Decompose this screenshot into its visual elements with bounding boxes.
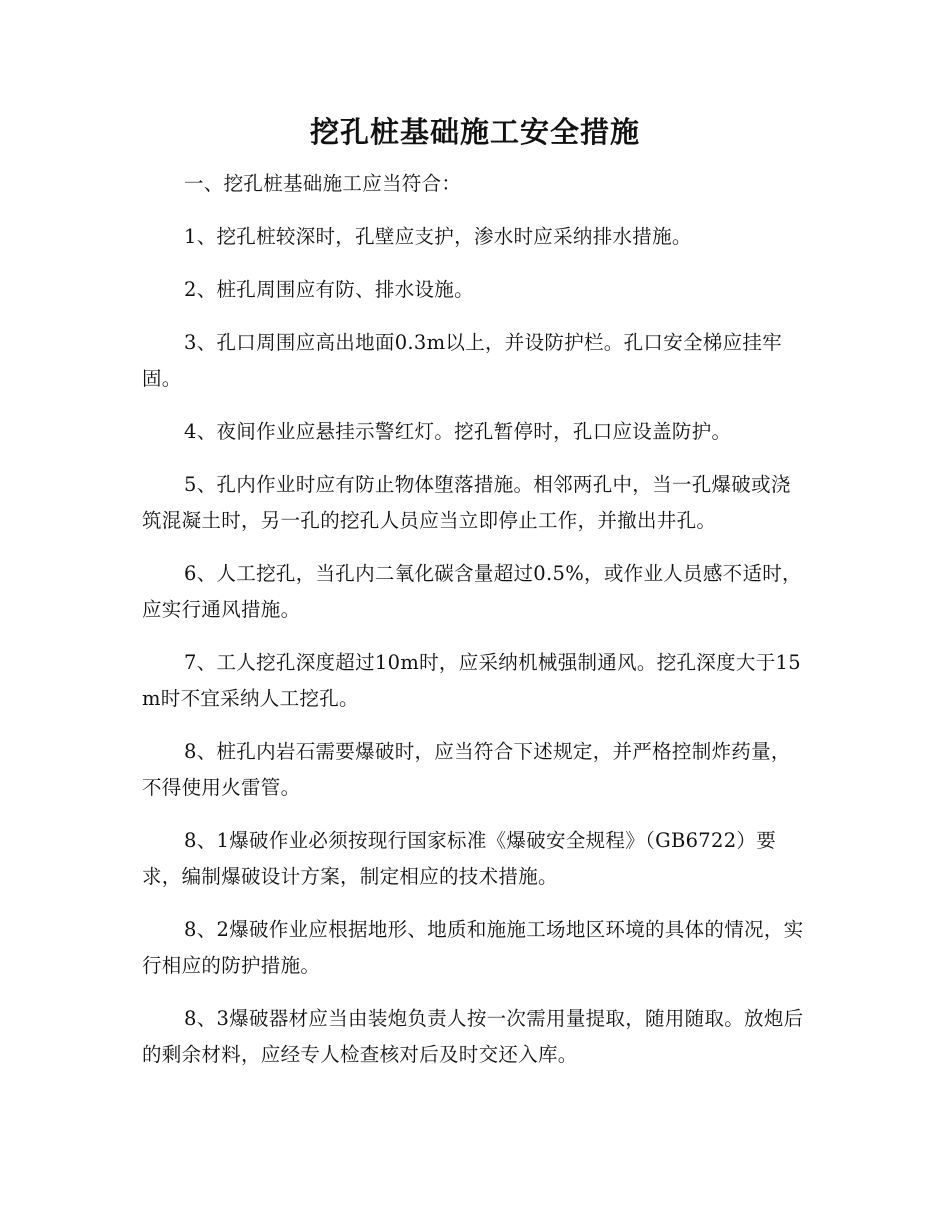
- clause-paragraph: 6、人工挖孔，当孔内二氧化碳含量超过0.5%，或作业人员感不适时，应实行通风措施。: [142, 562, 802, 621]
- section-heading: 一、挖孔桩基础施工应当符合：: [184, 172, 462, 195]
- sub-clause-paragraph: 8、2爆破作业应根据地形、地质和施施工场地区环境的具体的情况，实行相应的防护措施。: [142, 918, 804, 977]
- clause-paragraph: 3、孔口周围应高出地面0.3m以上，并设防护栏。孔口安全梯应挂牢固。: [142, 331, 783, 390]
- clause-paragraph: 4、夜间作业应悬挂示警红灯。挖孔暂停时，孔口应设盖防护。: [184, 420, 732, 443]
- sub-clause-paragraph: 8、1爆破作业必须按现行国家标准《爆破安全规程》（GB6722）要求，编制爆破设计方案，制定相应的技术措施。: [142, 829, 776, 888]
- clause-paragraph: 7、工人挖孔深度超过10m时，应采纳机械强制通风。挖孔深度大于15 m时不宜采纳人工挖孔。: [142, 651, 801, 710]
- sub-clause-paragraph: 8、3爆破器材应当由装炮负责人按一次需用量提取，随用随取。放炮后的剩余材料，应经专人检查核对后及时交还入库。: [142, 1007, 804, 1066]
- clause-paragraph: 2、桩孔周围应有防、排水设施。: [184, 278, 474, 301]
- clause-paragraph: 5、孔内作业时应有防止物体堕落措施。相邻两孔中，当一孔爆破或浇筑混凝土时，另一孔的挖孔人员应当立即停止工作，并撤出井孔。: [142, 473, 791, 532]
- document-body: [142, 166, 807, 1073]
- document-title: 挖孔桩基础施工安全措施: [309, 115, 640, 149]
- clause-paragraph: 1、挖孔桩较深时，孔壁应支护，渗水时应采纳排水措施。: [184, 225, 692, 248]
- clause-paragraph: 8、桩孔内岩石需要爆破时，应当符合下述规定，并严格控制炸药量，不得使用火雷管。: [142, 740, 791, 799]
